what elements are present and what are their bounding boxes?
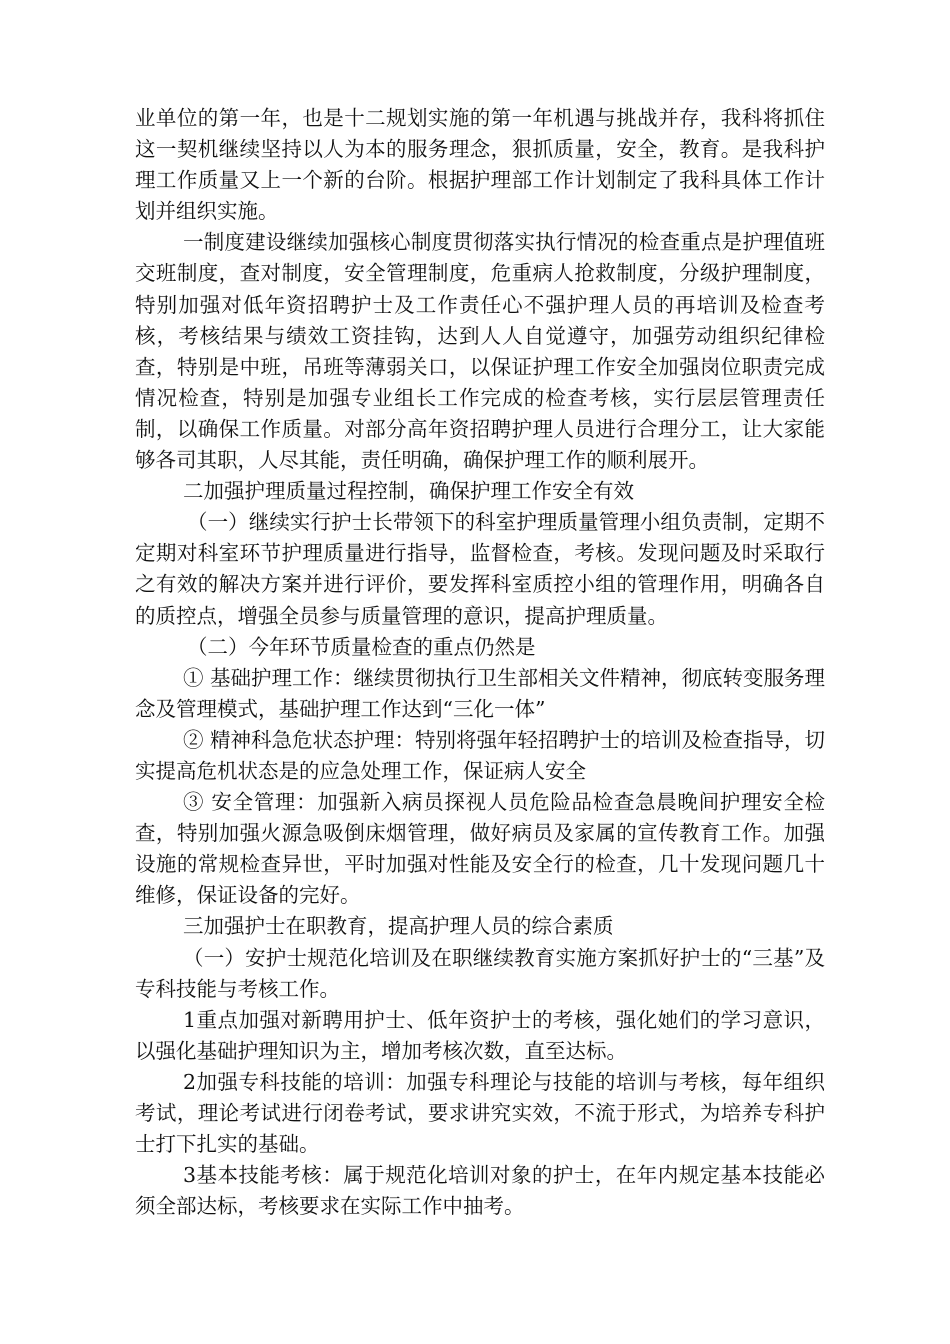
list-item-circled-3: ③ 安全管理：加强新入病员探视人员危险品检查急晨晚间护理安全检查，特别加强火源急吸倒床烟管理，做好病员及家属的宣传教育工作。加强设施的常规检查异世，平时加强对性能及安全行的检查，几十发现问题几十维修，保证设备的完好。 (135, 790, 825, 908)
paragraph-section-1: 一制度建设继续加强核心制度贯彻落实执行情况的检查重点是护理值班交班制度，查对制度，安全管理制度，危重病人抢救制度，分级护理制度，特别加强对低年资招聘护士及工作责任心不强护理人员的再培训及检查考核，考核结果与绩效工资挂钩，达到人人自觉遵守，加强劳动组织纪律检查，特别是中班，吊班等薄弱关口，以保证护理工作安全加强岗位职责完成情况检查，特别是加强专业组长工作完成的检查考核，实行层层管理责任制，以确保工作质量。对部分高年资招聘护理人员进行合理分工，让大家能够各司其职，人尽其能，责任明确，确保护理工作的顺利展开。 (135, 230, 825, 473)
list-item-numbered-2: 2加强专科技能的培训：加强专科理论与技能的培训与考核，每年组织考试，理论考试进行闭卷考试，要求讲究实效，不流于形式，为培养专科护士打下扎实的基础。 (135, 1069, 825, 1157)
paragraph-section-2-item-2: （二）今年环节质量检查的重点仍然是 (187, 634, 536, 659)
list-item-circled-1: ① 基础护理工作：继续贯彻执行卫生部相关文件精神，彻底转变服务理念及管理模式，基础护理工作达到“三化一体” (135, 665, 826, 721)
paragraph-section-3-item-1: （一）安护士规范化培训及在职继续教育实施方案抓好护士的“三基”及专科技能与考核工作。 (135, 945, 825, 1001)
heading-section-2: 二加强护理质量过程控制，确保护理工作安全有效 (183, 479, 634, 504)
heading-section-3: 三加强护士在职教育，提高护理人员的综合素质 (183, 914, 614, 939)
paragraph-intro: 业单位的第一年，也是十二规划实施的第一年机遇与挑战并存，我科将抓住这一契机继续坚持以人为本的服务理念，狠抓质量，安全，教育。是我科护理工作质量又上一个新的台阶。根据护理部工作计划制定了我科具体工作计划并组织实施。 (135, 106, 825, 224)
list-item-numbered-3: 3基本技能考核：属于规范化培训对象的护士，在年内规定基本技能必须全部达标，考核要求在实际工作中抽考。 (135, 1163, 825, 1219)
list-item-circled-2: ② 精神科急危状态护理：特别将强年轻招聘护士的培训及检查指导，切实提高危机状态是的应急处理工作，保证病人安全 (135, 727, 826, 783)
document-page (135, 103, 825, 1222)
list-item-numbered-1: 1重点加强对新聘用护士、低年资护士的考核，强化她们的学习意识，以强化基础护理知识为主，增加考核次数，直至达标。 (135, 1007, 825, 1063)
paragraph-section-2-item-1: （一）继续实行护士长带领下的科室护理质量管理小组负责制，定期不定期对科室环节护理质量进行指导，监督检查，考核。发现问题及时采取行之有效的解决方案并进行评价，要发挥科室质控小组的管理作用，明确各自的质控点，增强全员参与质量管理的意识，提高护理质量。 (135, 510, 825, 628)
